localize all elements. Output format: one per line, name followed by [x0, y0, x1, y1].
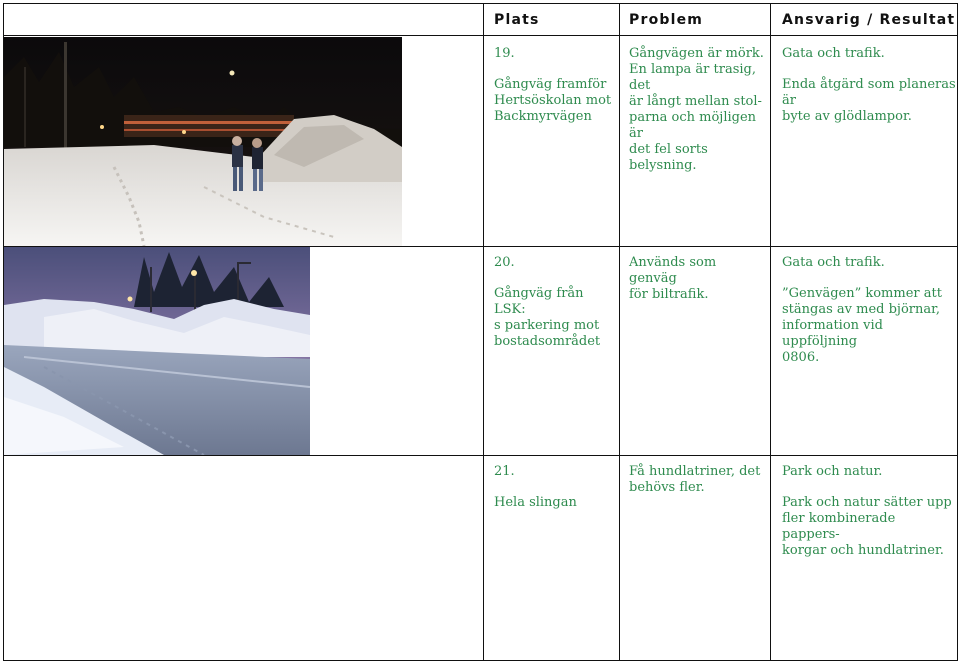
divider-ansvarig [770, 4, 771, 660]
plats-name-21: Hela slingan [494, 495, 577, 510]
plats-cell-21 [494, 464, 616, 511]
divider-plats [483, 4, 484, 660]
plats-number-21: 21. [494, 464, 515, 479]
ansvarig-text-21: Park och natur. [782, 464, 883, 479]
plats-name-20: Gångväg från LSK: s parkering mot bostadsområdet [494, 286, 601, 349]
table-header [4, 4, 957, 36]
problem-cell-19 [629, 46, 767, 174]
problem-cell-21 [629, 464, 767, 496]
header-plats: Plats [494, 12, 540, 28]
resultat-text-21: Park och natur sätter upp fler kombinerade pappers- korgar och hundlatriner. [782, 495, 952, 558]
ansvarig-cell-19 [782, 46, 957, 125]
plats-number-20: 20. [494, 255, 515, 270]
header-ansvarig-resultat: Ansvarig / Resultat [782, 12, 956, 28]
observation-table [3, 3, 958, 661]
photo-row-20-snowy-road [4, 247, 310, 455]
plats-cell-20 [494, 255, 616, 350]
problem-text-19: Gångvägen är mörk. En lampa är trasig, det är långt mellan stol- parna och möjligen är det fel sorts belysning. [629, 46, 764, 173]
header-problem: Problem [629, 12, 704, 28]
resultat-text-19: Enda åtgärd som planeras är byte av glödlampor. [782, 77, 956, 124]
divider-problem [619, 4, 620, 660]
ansvarig-text-20: Gata och trafik. [782, 255, 885, 270]
plats-number-19: 19. [494, 46, 515, 61]
plats-cell-19 [494, 46, 616, 125]
row-divider-2 [4, 455, 957, 456]
plats-name-19: Gångväg framför Hertsöskolan mot Backmyrvägen [494, 77, 612, 124]
ansvarig-text-19: Gata och trafik. [782, 46, 885, 61]
ansvarig-cell-21 [782, 464, 957, 559]
problem-cell-20 [629, 255, 767, 303]
problem-text-20: Används som genväg för biltrafik. [629, 255, 717, 302]
ansvarig-cell-20 [782, 255, 957, 366]
resultat-text-20: ”Genvägen” kommer att stängas av med björnar, information vid uppföljning 0806. [782, 286, 942, 365]
problem-text-21: Få hundlatriner, det behövs fler. [629, 464, 761, 495]
photo-row-19-night-path [4, 37, 402, 246]
